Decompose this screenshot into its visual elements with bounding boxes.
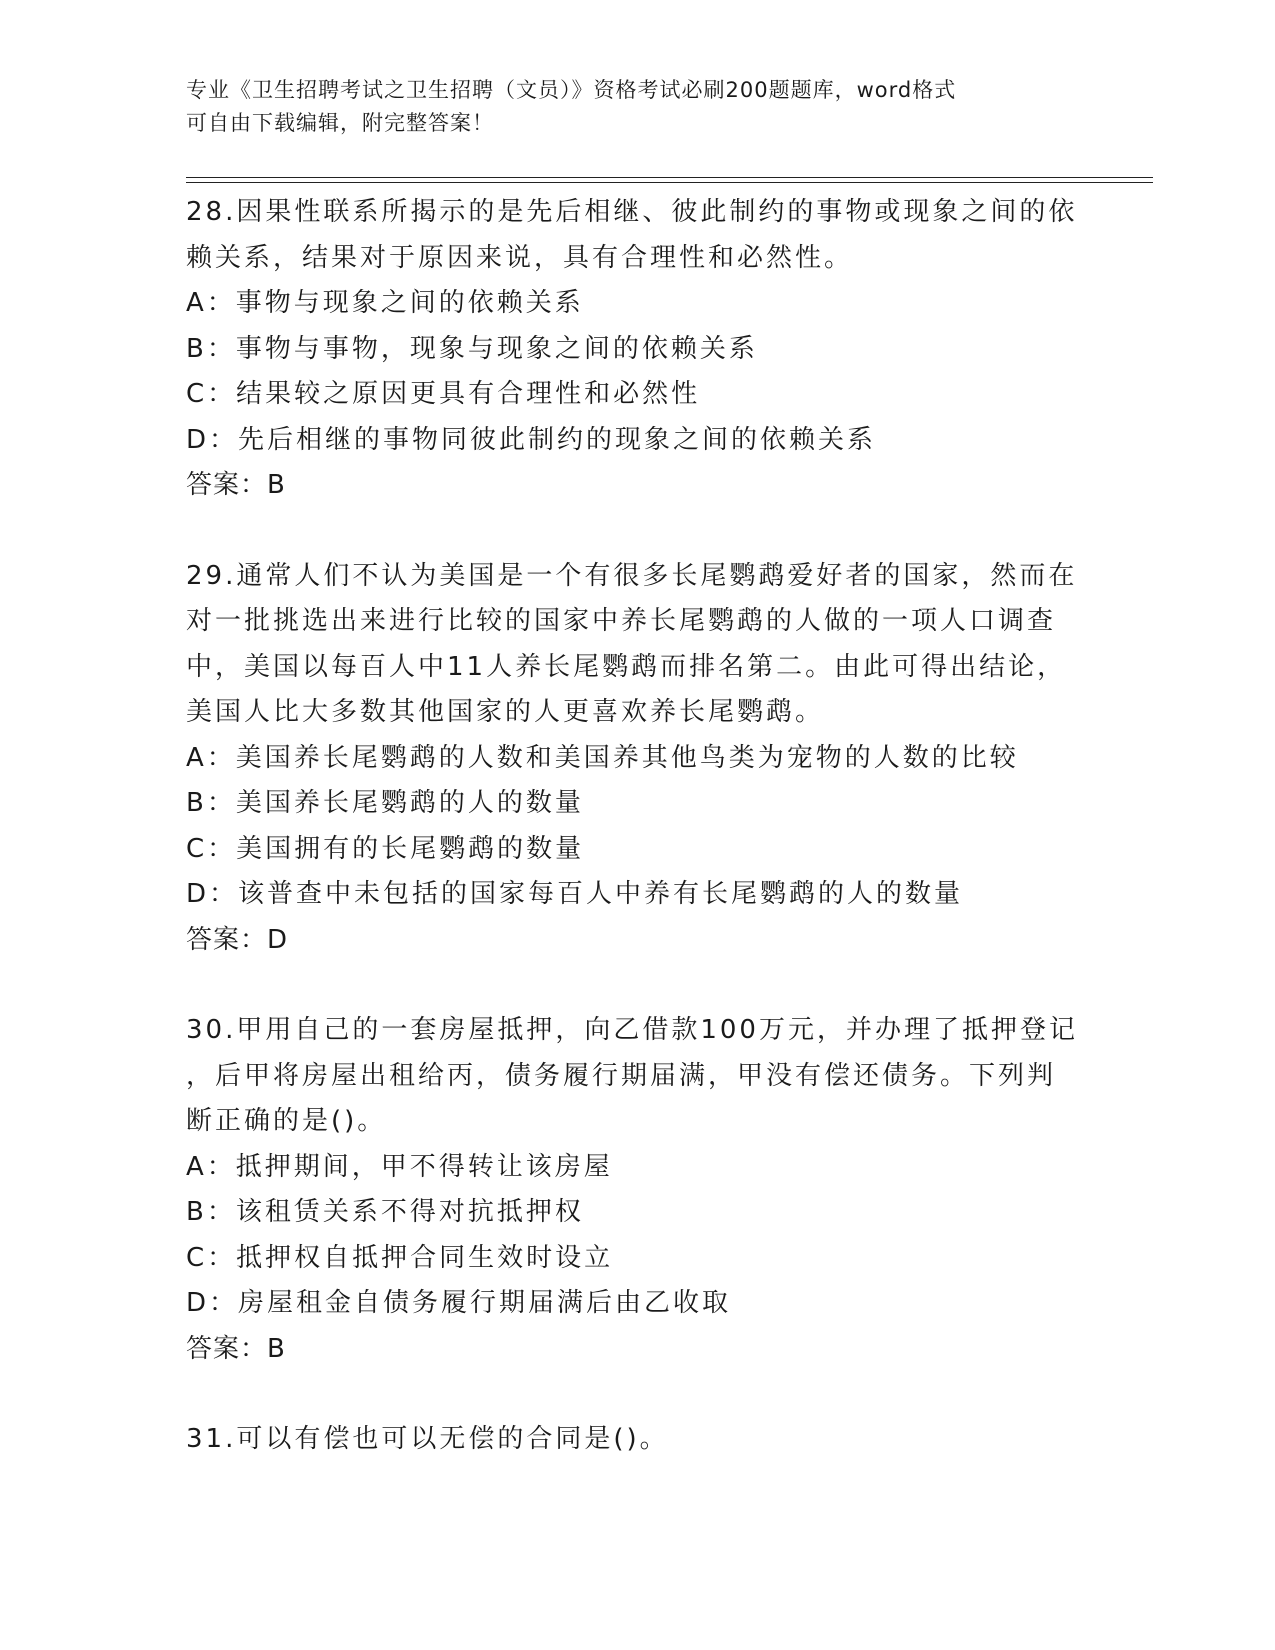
option-b: B：美国养长尾鹦鹉的人的数量	[186, 788, 584, 818]
header-divider-top	[186, 177, 1153, 178]
stem-line: 对一批挑选出来进行比较的国家中养长尾鹦鹉的人做的一项人口调查	[186, 606, 1057, 636]
option-a: A：美国养长尾鹦鹉的人数和美国养其他鸟类为宠物的人数的比较	[186, 742, 1019, 773]
document-header	[186, 74, 1086, 140]
question-31	[186, 1417, 1086, 1463]
question-stem	[186, 1417, 1086, 1463]
option-c: C：结果较之原因更具有合理性和必然性	[186, 379, 701, 409]
option-a: A：抵押期间，甲不得转让该房屋	[186, 1151, 613, 1182]
stem-line: 30.甲用自己的一套房屋抵押，向乙借款100万元，并办理了抵押登记	[186, 1015, 1078, 1045]
header-line-2: 可自由下载编辑，附完整答案！	[186, 111, 494, 135]
question-stem	[186, 554, 1086, 736]
header-line-1: 专业《卫生招聘考试之卫生招聘（文员）》资格考试必刷200题题库，word格式	[186, 78, 957, 102]
question-stem	[186, 190, 1086, 281]
stem-line: 断正确的是()。	[186, 1106, 387, 1136]
question-stem	[186, 1008, 1086, 1145]
answer-line: 答案：B	[186, 470, 286, 500]
question-list	[186, 190, 1086, 1508]
option-a: A：事物与现象之间的依赖关系	[186, 288, 584, 318]
question-29	[186, 554, 1086, 964]
stem-line: 赖关系，结果对于原因来说，具有合理性和必然性。	[186, 242, 854, 273]
option-b: B：该租赁关系不得对抗抵押权	[186, 1197, 584, 1227]
option-c: C：抵押权自抵押合同生效时设立	[186, 1242, 614, 1273]
option-b: B：事物与事物，现象与现象之间的依赖关系	[186, 333, 758, 364]
option-d: D：房屋租金自债务履行期届满后由乙收取	[186, 1288, 732, 1318]
question-30	[186, 1008, 1086, 1372]
question-28	[186, 190, 1086, 509]
stem-line: 中，美国以每百人中11人养长尾鹦鹉而排名第二。由此可得出结论，	[186, 651, 1067, 682]
header-divider-bottom	[186, 182, 1153, 183]
option-d: D：先后相继的事物同彼此制约的现象之间的依赖关系	[186, 424, 877, 455]
answer-line: 答案：D	[186, 924, 289, 955]
answer-line: 答案：B	[186, 1333, 286, 1364]
stem-line: 28.因果性联系所揭示的是先后相继、彼此制约的事物或现象之间的依	[186, 197, 1078, 227]
stem-line: 29.通常人们不认为美国是一个有很多长尾鹦鹉爱好者的国家，然而在	[186, 560, 1078, 591]
stem-line: 31.可以有偿也可以无偿的合同是()。	[186, 1424, 669, 1454]
stem-line: ，后甲将房屋出租给丙，债务履行期届满，甲没有偿还债务。下列判	[186, 1060, 1057, 1091]
option-c: C：美国拥有的长尾鹦鹉的数量	[186, 833, 585, 864]
option-d: D：该普查中未包括的国家每百人中养有长尾鹦鹉的人的数量	[186, 879, 964, 909]
stem-line: 美国人比大多数其他国家的人更喜欢养长尾鹦鹉。	[186, 697, 825, 727]
